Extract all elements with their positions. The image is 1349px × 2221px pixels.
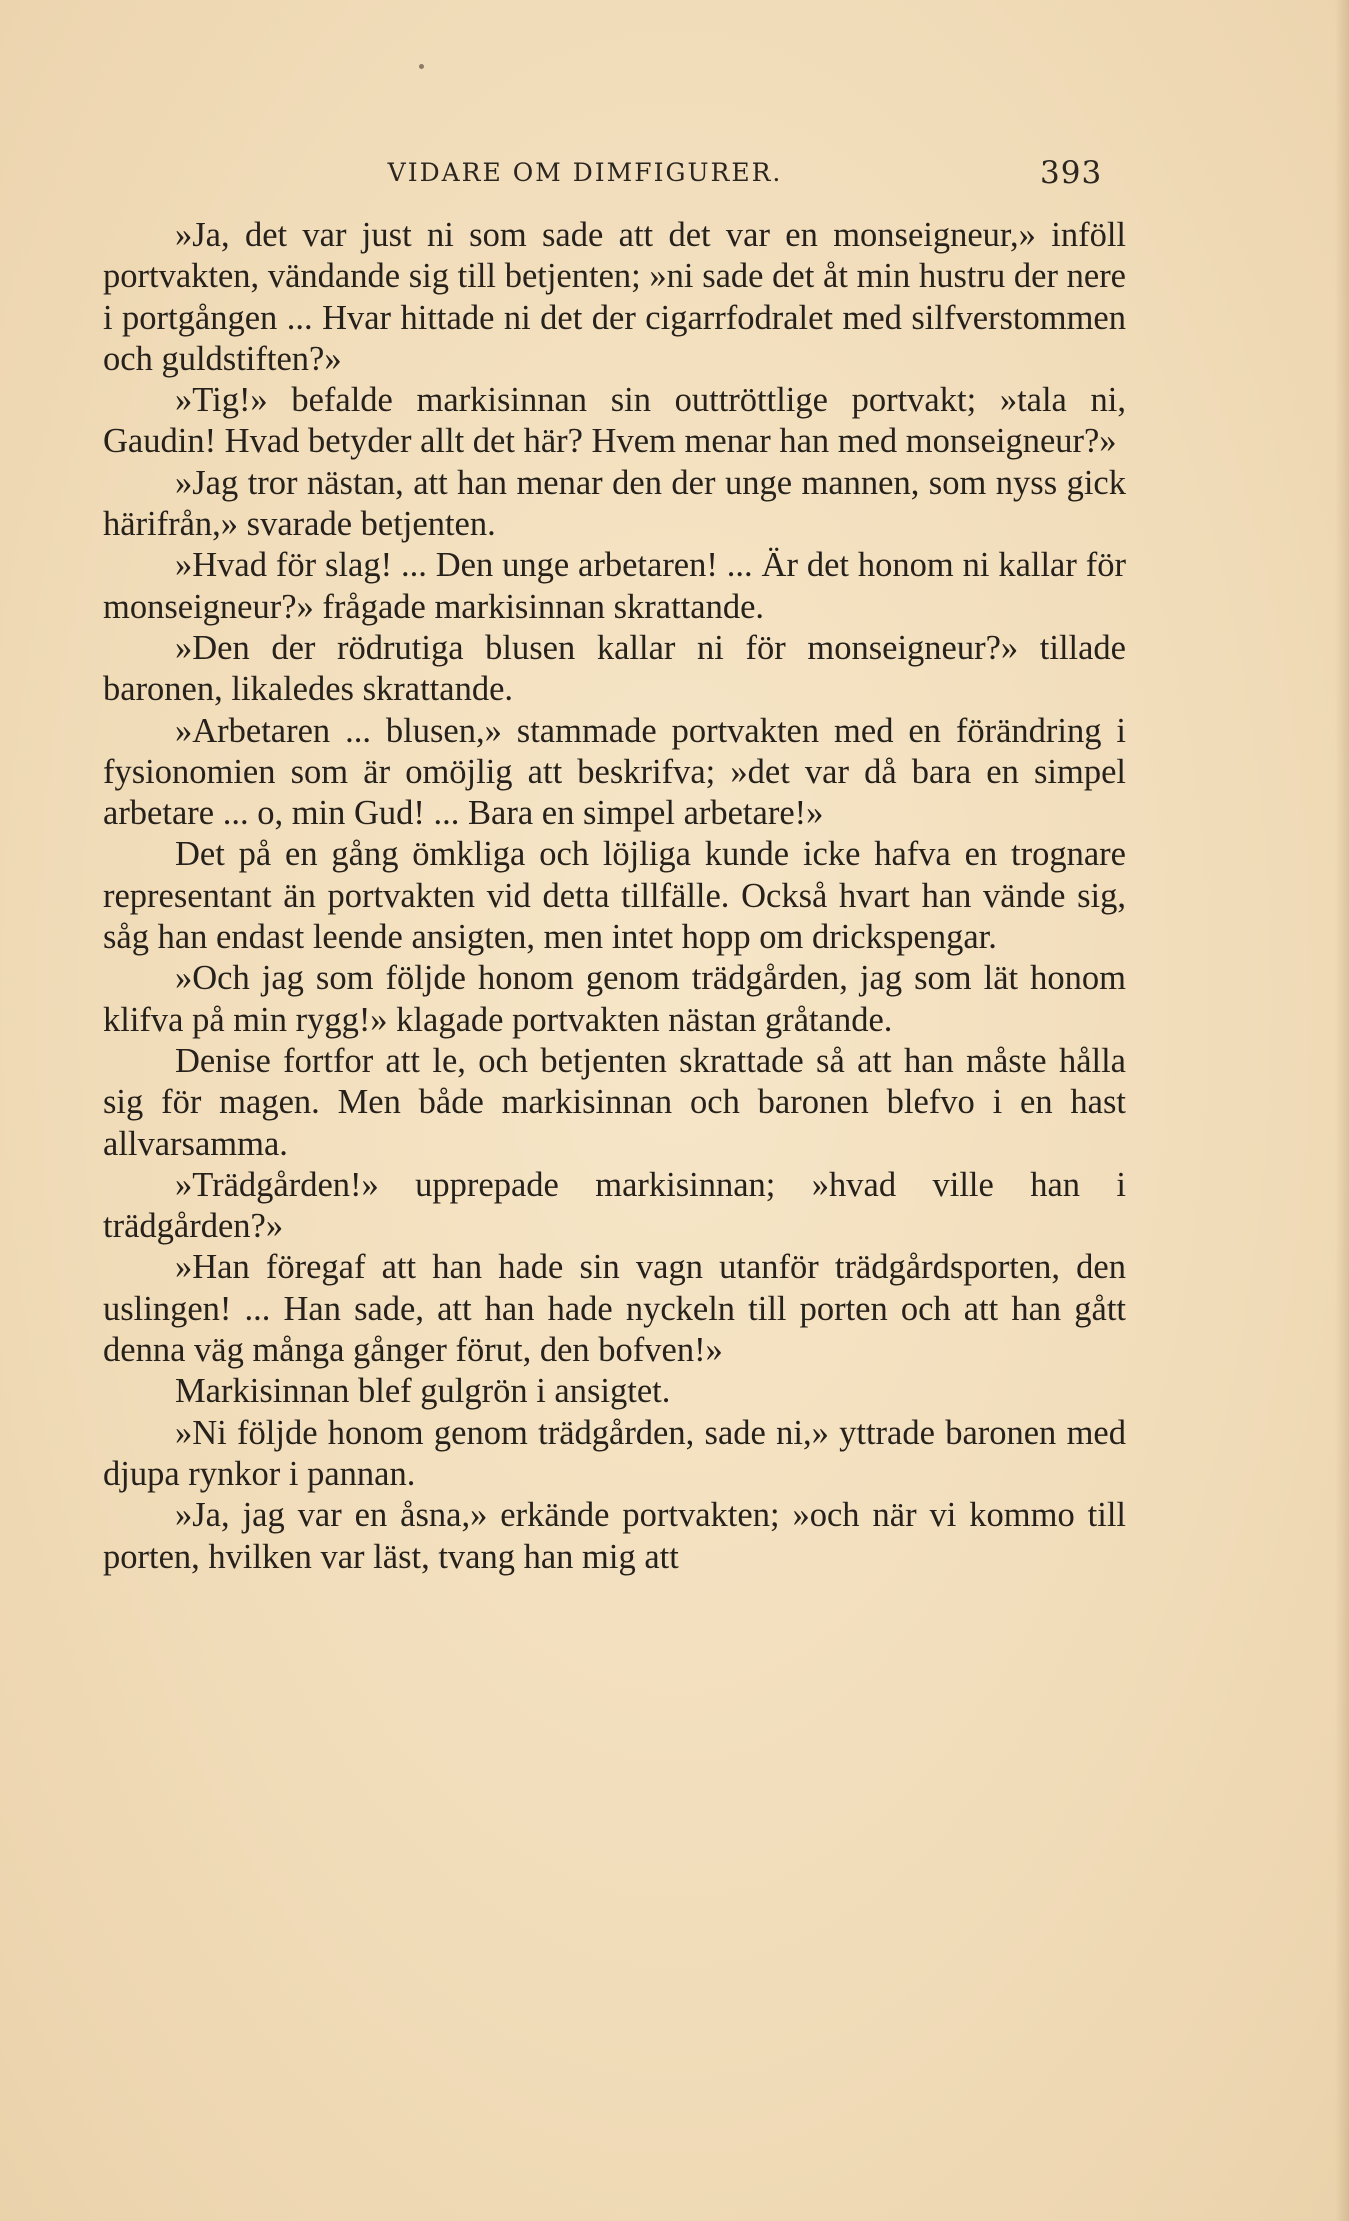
paragraph: »Den der rödrutiga blusen kallar ni för monseigneur?» tillade baronen, likaledes skrattande. <box>103 628 1126 709</box>
paragraph: »Ja, jag var en åsna,» erkände portvakten; »och när vi kommo till porten, hvilken var läst, tvang han mig att <box>103 1496 1126 1576</box>
paragraph: »Jag tror nästan, att han menar den der unge mannen, som nyss gick härifrån,» svarade betjenten. <box>103 463 1126 544</box>
paragraph: »Han föregaf att han hade sin vagn utanför trädgårdsporten, den uslingen! ... Han sade, att han hade nyckeln till porten och att han gått denna väg många gånger förut, den bofven!» <box>103 1248 1126 1370</box>
paragraph: »Ja, det var just ni som sade att det var en monseigneur,» inföll portvakten, vändande sig till betjenten; »ni sade det åt min hustru der nere i portgången ... Hvar hittade ni det der cigarrfodralet med silfverstommen och guldstiften?» <box>103 216 1126 378</box>
paragraph: »Hvad för slag! ... Den unge arbetaren! ... Är det honom ni kallar för monseigneur?» frågade markisinnan skrattande. <box>103 546 1126 626</box>
page-header <box>0 155 1349 198</box>
body-text <box>103 215 1126 1578</box>
paragraph: »Tig!» befalde markisinnan sin outtröttlige portvakt; »tala ni, Gaudin! Hvad betyder allt det här? Hvem menar han med monseigneur?» <box>103 381 1126 461</box>
paragraph: Denise fortfor att le, och betjenten skrattade så att han måste hålla sig för magen. Men både markisinnan och baronen blefvo i en hast allvarsamma. <box>103 1041 1126 1163</box>
paragraph: »Arbetaren ... blusen,» stammade portvakten med en förändring i fysionomien som är omöjlig att beskrifva; »det var då bara en simpel arbetare ... o, min Gud! ... Bara en simpel arbetare!» <box>103 711 1126 833</box>
paragraph: Det på en gång ömkliga och löjliga kunde icke hafva en trognare representant än portvakten vid detta tillfälle. Också hvart han vände sig, såg han endast leende ansigten, men intet hopp om drickspengar. <box>103 835 1126 957</box>
paper-speck <box>419 64 424 69</box>
paragraph: Markisinnan blef gulgrön i ansigtet. <box>175 1372 671 1411</box>
paragraph: »Trädgården!» upprepade markisinnan; »hvad ville han i trädgården?» <box>103 1165 1126 1246</box>
running-title: VIDARE OM DIMFIGURER. <box>387 158 783 187</box>
paragraph: »Ni följde honom genom trädgården, sade ni,» yttrade baronen med djupa rynkor i pannan. <box>103 1413 1126 1493</box>
page-number: 393 <box>1040 155 1103 191</box>
page-edge-shadow <box>1335 0 1349 2221</box>
paragraph: »Och jag som följde honom genom trädgården, jag som lät honom klifva på min rygg!» klagade portvakten nästan gråtande. <box>103 959 1126 1039</box>
